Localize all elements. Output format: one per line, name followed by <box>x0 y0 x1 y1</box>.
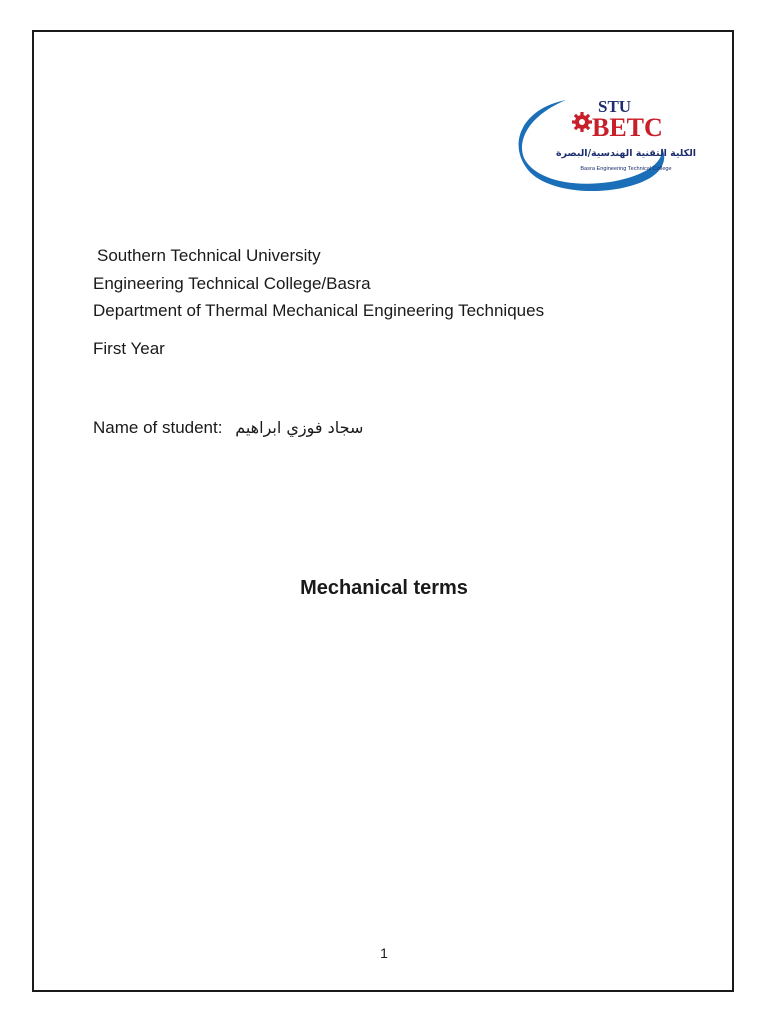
logo-abbr: STU <box>598 97 632 116</box>
logo-college-code: BETC <box>592 113 663 142</box>
gear-icon <box>572 112 592 132</box>
logo-arabic-name: الكلية التقنية الهندسية/البصرة <box>555 148 697 159</box>
department-name: Department of Thermal Mechanical Engineering Techniques <box>93 301 545 320</box>
college-logo <box>506 86 697 208</box>
student-label: Name of student: <box>93 418 223 437</box>
student-line <box>93 416 363 440</box>
institution-header <box>93 242 544 325</box>
page-number: 1 <box>380 945 388 961</box>
study-year: First Year <box>93 339 165 358</box>
document-title: Mechanical terms <box>300 577 468 599</box>
college-name: Engineering Technical College/Basra <box>93 273 371 293</box>
university-name: Southern Technical University <box>97 246 321 265</box>
college-logo-graphic <box>506 86 697 208</box>
student-name: سجاد فوزي ابراهيم <box>235 418 364 437</box>
logo-english-name: Basra Engineering Technical College <box>580 166 672 172</box>
